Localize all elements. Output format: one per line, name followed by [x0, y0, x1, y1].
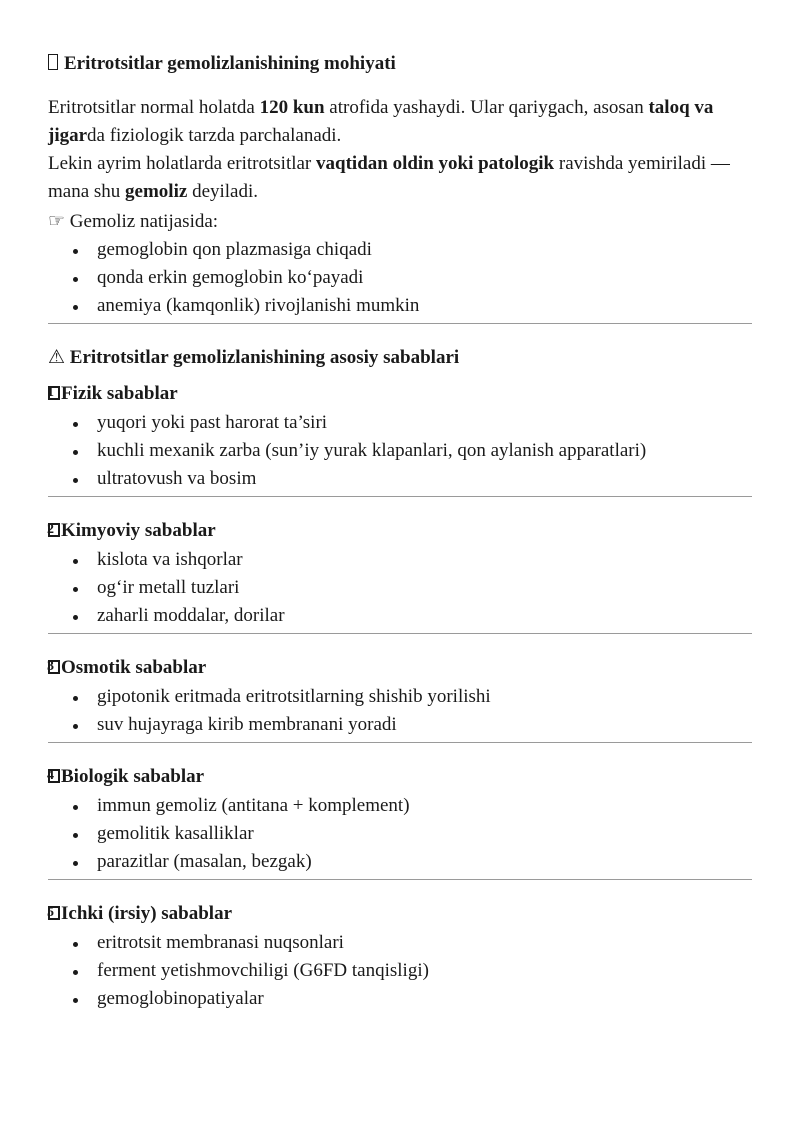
divider — [48, 323, 752, 324]
list-item: gemolitik kasalliklar — [48, 820, 752, 848]
section-heading-ichki — [48, 902, 752, 926]
list-item: zaharli moddalar, dorilar — [48, 602, 752, 630]
section-list — [48, 792, 752, 876]
divider — [48, 879, 752, 880]
causes-heading — [48, 346, 752, 370]
section-list — [48, 409, 752, 493]
result-intro — [48, 208, 752, 236]
number-box-icon: 1 — [48, 386, 60, 400]
intro-heading — [48, 52, 752, 76]
list-item: eritrotsit membranasi nuqsonlari — [48, 929, 752, 957]
list-item: gipotonik eritmada eritrotsitlarning shishib yorilishi — [48, 683, 752, 711]
number-box-icon: 2 — [48, 523, 60, 537]
section-heading-kimyoviy — [48, 519, 752, 543]
section-title: Osmotik sabablar — [61, 657, 207, 678]
warning-icon: ⚠ — [48, 347, 66, 368]
section-title: Ichki (irsiy) sabablar — [61, 903, 233, 924]
list-item: immun gemoliz (antitana + komplement) — [48, 792, 752, 820]
list-item: ogʻir metall tuzlari — [48, 574, 752, 602]
list-item: kuchli mexanik zarba (sun’iy yurak klapanlari, qon aylanish apparatlari) — [48, 437, 752, 465]
list-item: parazitlar (masalan, bezgak) — [48, 848, 752, 876]
list-item: suv hujayraga kirib membranani yoradi — [48, 711, 752, 739]
divider — [48, 496, 752, 497]
text-run: ravishda yemiriladi — mana shu — [48, 153, 730, 202]
section-list — [48, 929, 752, 1013]
result-label: Gemoliz natijasida: — [65, 211, 219, 232]
section-list — [48, 683, 752, 739]
list-item: yuqori yoki past harorat ta’siri — [48, 409, 752, 437]
section-title: Fizik sabablar — [61, 383, 178, 404]
text-run: Lekin ayrim holatlarda eritrotsitlar — [48, 153, 317, 174]
list-item: ultratovush va bosim — [48, 465, 752, 493]
section-heading-fizik — [48, 382, 752, 406]
term-gemoliz: gemoliz — [125, 181, 188, 202]
organ-names: taloq va jigar — [48, 97, 714, 146]
divider — [48, 633, 752, 634]
text-run: Eritrotsitlar normal holatda — [48, 97, 260, 118]
divider — [48, 742, 752, 743]
intro-paragraph-1 — [48, 94, 752, 150]
number-box-icon: 5 — [48, 906, 60, 920]
document-page — [48, 0, 752, 1013]
text-run: da fiziologik tarzda parchalanadi. — [87, 125, 342, 146]
section-heading-osmotik — [48, 656, 752, 680]
list-item: gemoglobinopatiyalar — [48, 985, 752, 1013]
section-title: Kimyoviy sabablar — [61, 520, 216, 541]
section-list — [48, 546, 752, 630]
intro-title: Eritrotsitlar gemolizlanishining mohiyati — [64, 53, 396, 74]
pointing-hand-icon: ☞ — [48, 211, 66, 232]
intro-paragraph-2 — [48, 150, 752, 206]
list-item: anemiya (kamqonlik) rivojlanishi mumkin — [48, 292, 752, 320]
list-item: qonda erkin gemoglobin koʻpayadi — [48, 264, 752, 292]
causes-title: Eritrotsitlar gemolizlanishining asosiy sabablari — [65, 347, 460, 368]
lifespan-value: 120 kun — [259, 97, 325, 118]
text-run: deyiladi. — [187, 181, 259, 202]
number-box-icon: 4 — [48, 769, 60, 783]
text-run: atrofida yashaydi. Ular qariygach, asosan — [324, 97, 649, 118]
section-title: Biologik sabablar — [61, 766, 205, 787]
list-item: kislota va ishqorlar — [48, 546, 752, 574]
emphasis-text: vaqtidan oldin yoki patologik — [316, 153, 555, 174]
list-item: ferment yetishmovchiligi (G6FD tanqisligi) — [48, 957, 752, 985]
number-box-icon: 3 — [48, 660, 60, 674]
missing-glyph-icon — [48, 54, 58, 70]
section-heading-biologik — [48, 765, 752, 789]
result-list — [48, 236, 752, 320]
list-item: gemoglobin qon plazmasiga chiqadi — [48, 236, 752, 264]
